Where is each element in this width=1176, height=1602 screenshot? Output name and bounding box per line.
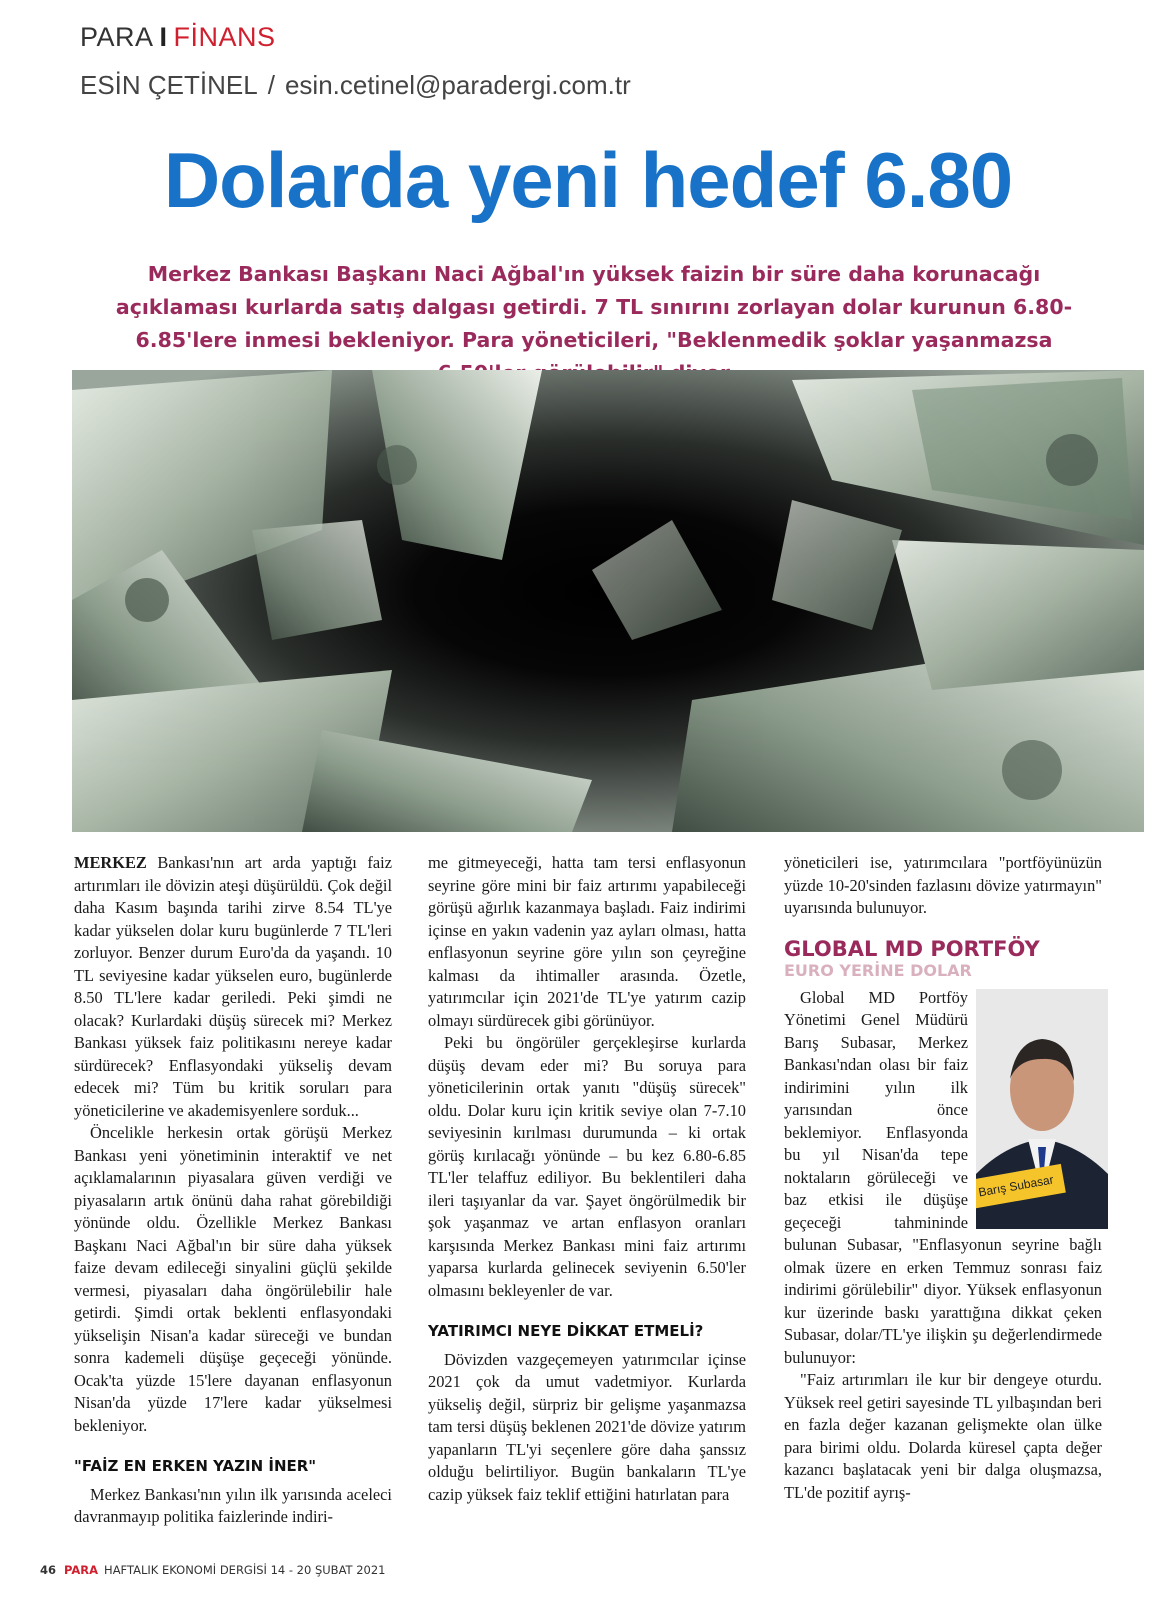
byline-slash: /	[267, 70, 275, 100]
paragraph: Peki bu öngörüler gerçekleşirse kurlarda düşüş devam eder mi? Bu soruya para yöneticilerinin ortak yanıtı "düşüş sürecek" oldu. Dolar kuru için kritik seviye olan 7-7.10 seviyesinin kırılması durumunda – ki ortak görüş kırılacağı yönünde – bu kez 6.80-6.85 TL'ler telaffuz ediliyor. Bu beklentileri daha ileri taşıyanlar da var. Şayet öngörülmedik bir şok yaşanmaz ve artan enflasyon oranları karşısında Merkez Bankası mini faiz artırımı yaparsa kurlarda gelinecek seviyenin 6.50'ler olmasını bekleyenler de var.	[428, 1033, 746, 1300]
byline	[80, 70, 631, 101]
paragraph-text: Bankası'nın art arda yaptığı faiz artırımları ile dövizin ateşi düşürüldü. Çok değil daha Kasım başında tarihi zirve 8.54 TL'ye kadar yükselen dolar kuru bugünlerde 7 TL'leri zorluyor. Benzer durum Euro'da da yaşandı. 10 TL seviyesine kadar yükselen euro, bugünlerde 8.50 TL'lere kadar geriledi. Peki şimdi ne olacak? Kurlardaki düşüş sürecek mi? Merkez Bankası yüksek faiz politikasını nereye kadar sürdürecek? Enflasyondaki yükseliş devam edecek mi? Tüm bu kritik soruları para yöneticilerine ve akademisyenlere sorduk...	[74, 853, 392, 1120]
portrait-photo	[976, 989, 1108, 1229]
sidebar-subheading: EURO YERİNE DOLAR	[784, 961, 972, 980]
author-email: esin.cetinel@paradergi.com.tr	[284, 70, 631, 100]
subsection-name: FİNANS	[173, 22, 276, 52]
page-footer	[40, 1563, 386, 1577]
section-name: PARA	[80, 22, 154, 52]
article-column-1	[74, 852, 392, 1529]
lead-word: MERKEZ	[74, 853, 147, 872]
section-label	[80, 22, 276, 53]
article-title: Dolarda yeni hedef 6.80	[163, 136, 1013, 224]
section-separator: I	[159, 22, 168, 52]
footer-brand: PARA	[64, 1563, 99, 1577]
footer-text: HAFTALIK EKONOMİ DERGİSİ 14 - 20 ŞUBAT 2021	[104, 1563, 386, 1577]
sidebar-heading: GLOBAL MD PORTFÖY	[784, 936, 1040, 961]
paragraph: Global MD Portföy Yönetimi Genel Müdürü Barış Subasar, Merkez Bankası'ndan olası bir faiz indirimini yılın ilk yarısından önce beklemiyor. Enflasyonda bu yıl Nisan'da tepe noktaların görüleceği ve baz etkisi ile düşüşe geçeceği tahmininde bulunan Subasar, "Enflasyonun seyrine bağlı olmak üzere en erken Temmuz sonrası faiz indirimi görülebilir" diyor. Yüksek enflasyonun kur üzerinde baskı yarattığına dikkat çeken Subasar, dolar/TL'ye ilişkin şu değerlendirmede bulunuyor:	[784, 987, 1102, 1367]
paragraph: Dövizden vazgeçemeyen yatırımcılar içinse 2021 çok da umut vadetmiyor. Kurlarda yükseliş değil, sürpriz bir gelişme yaşanmazsa tam tersi düşüş beklenen 2021'de dövize yatırım yapanların TL'yi seçenlere göre daha şanssız olduğu belirtiliyor. Bugün bankaların TL'ye cazip yüksek faiz teklif ettiğini hatırlatan para	[428, 1349, 746, 1504]
article-column-2	[428, 852, 746, 1506]
paragraph: me gitmeyeceği, hatta tam tersi enflasyonun seyrine göre mini bir faiz artırımı yapabileceği görüşü ağırlık kazanmaya başladı. Faiz indirimi içinse en yakın vadenin yaz ayları olması, hatta enflasyonun seyrine göre yılın son çeyreğine kalması da ihtimaller arasında. Özetle, yatırımcılar için 2021'de TL'ye yatırım cazip olmayı sürdürecek gibi görünüyor.	[428, 853, 746, 1030]
photo-caption: Barış Subasar	[976, 1164, 1066, 1209]
paragraph: yöneticileri ise, yatırımcılara "portföyünüzün yüzde 10-20'sinden fazlasını dövize yatırmayın" uyarısında bulunuyor.	[784, 853, 1102, 917]
paragraph	[74, 852, 392, 1122]
paragraph: Merkez Bankası'nın yılın ilk yarısında aceleci davranmayıp politika faizlerinde indiri-	[74, 1484, 392, 1526]
article-column-3	[784, 852, 1102, 1504]
subhead-yatirimci: YATIRIMCI NEYE DİKKAT ETMELİ?	[428, 1322, 704, 1340]
dollar-vortex-photo	[72, 370, 1144, 832]
paragraph: "Faiz artırımları ile kur bir dengeye oturdu. Yüksek reel getiri sayesinde TL yılbaşından beri en fazla değer kazanan gelişmekte olan ülke para birimi oldu. Dolarda küresel çapta değer kazancı başlatacak yeni bir dalga oluşmazsa, TL'de pozitif ayrış-	[784, 1370, 1102, 1502]
paragraph: Öncelikle herkesin ortak görüşü Merkez Bankası yeni yönetiminin interaktif ve net açıklamalarının piyasalara güven verdiği ve piyasaların artık önünü daha rahat görebildiği yönünde oldu. Özellikle Merkez Bankası Başkanı Naci Ağbal'ın bir süre daha yüksek faize devam edileceği sinyalini güçlü şekilde vermesi, piyasaları daha öngörülebilir hale getirdi. Şimdi ortak beklenti enflasyondaki yükselişin Nisan'a kadar süreceği ve bundan sonra kademeli düşüşe geçeceği yönünde. Ocak'ta yüzde 15'lere dayanan enflasyonun Nisan'da yüzde 17'lere kadar yükselmesi bekleniyor.	[74, 1123, 392, 1435]
author-name: ESİN ÇETİNEL	[80, 70, 258, 100]
page-number: 46	[40, 1563, 57, 1577]
subhead-faiz: "FAİZ EN ERKEN YAZIN İNER"	[74, 1457, 317, 1475]
article-lede: Merkez Bankası Başkanı Naci Ağbal'ın yüksek faizin bir süre daha korunacağı açıklaması kurlarda satış dalgası getirdi. 7 TL sınırını zorlayan dolar kurunun 6.80-6.85'lere inmesi bekleniyor. Para yöneticileri, "Beklenmedik şoklar yaşanmazsa	[115, 262, 1073, 352]
